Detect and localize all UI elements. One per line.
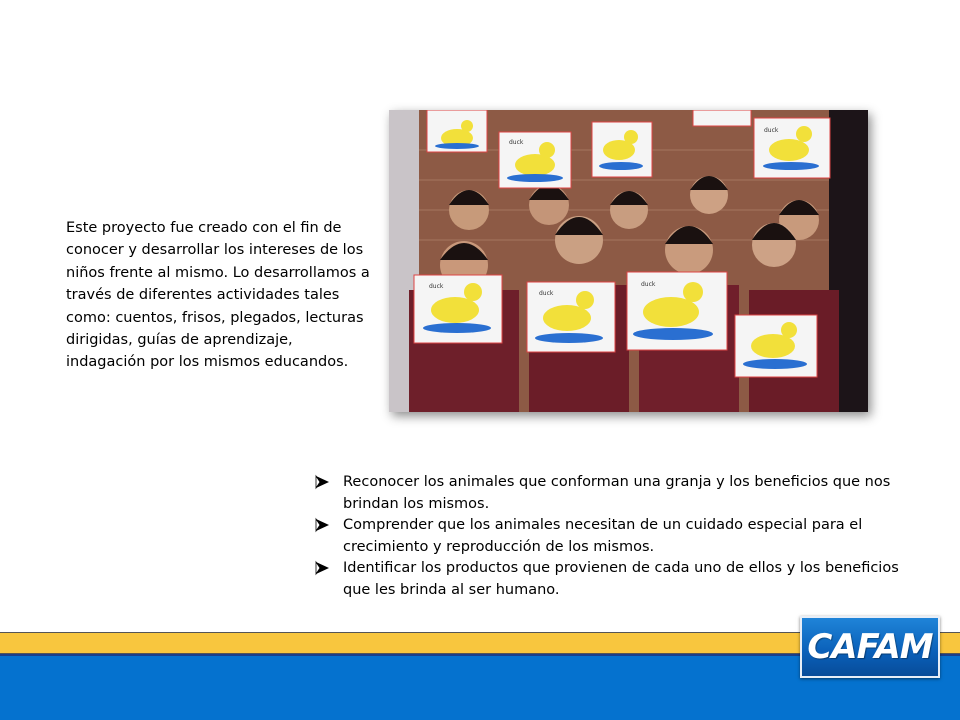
svg-text:duck: duck [539,290,554,297]
arrow-bullet-icon [315,560,331,576]
objective-text: Reconocer los animales que conforman una granja y los beneficios que nos brindan los mismos. [343,474,891,512]
cafam-logo [800,616,940,678]
classroom-photo-illustration [389,110,868,412]
objective-text: Identificar los productos que provienen de cada uno de ellos y los beneficios que les brinda al ser humano. [343,560,899,598]
arrow-bullet-icon [315,474,331,490]
objective-item [313,515,903,558]
objective-item [313,472,903,515]
classroom-photo [389,110,868,412]
svg-text:duck: duck [509,139,524,146]
svg-text:duck: duck [641,281,656,288]
logo-text: CAFAM [807,627,933,667]
svg-text:duck: duck [429,283,444,290]
objective-text: Comprender que los animales necesitan de un cuidado especial para el crecimiento y reproducción de los mismos. [343,517,863,555]
svg-text:duck: duck [764,127,779,134]
arrow-bullet-icon [315,517,331,533]
objective-item [313,558,903,601]
intro-paragraph: Este proyecto fue creado con el fin de conocer y desarrollar los intereses de los niños frente al mismo. Lo desarrollamos a través de diferentes actividades tales como: cuentos, frisos, plegados, lecturas dirigidas, guías de aprendizaje, indagación por los mismos educandos. [66,220,370,371]
objectives-list [313,472,903,601]
